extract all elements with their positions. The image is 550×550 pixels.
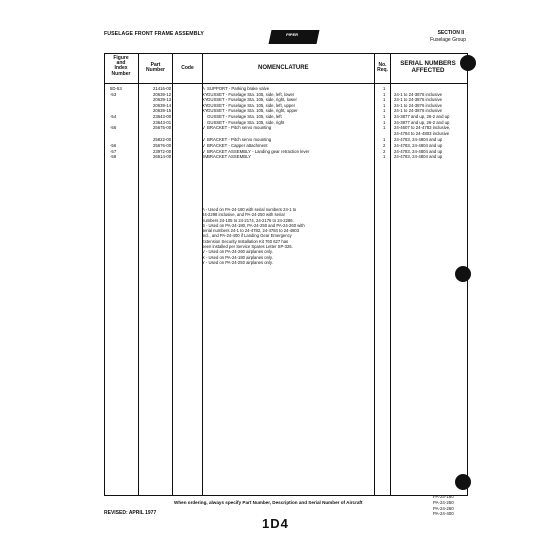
table-row: 5D-53 21416-00 A SUPPORT - Parking brake valve 1 <box>110 86 386 91</box>
binder-hole-icon <box>460 55 476 71</box>
code-notes: A - Used on PA-24-180 with serial numbers 24-1 to 24-2298 inclusive, and PA-24-250 with serial numbers 24-105 to 24-2174, 24-2176 to 24-2286. B - Used on PA-24-180, PA-24-250 and PA-24-260 with serial numbers 24-1 to 24-4782, 24-4784 to 24-4803 incl., and PA-24-400 if Landing Gear Emergency Extension Security Installation Kit 760 627 has been installed per Service Spares Letter SP-326. V - Used on PA-24-260 airplanes only. X - Used on PA-24-180 airplanes only. Y - Used on PA-24-250 airplanes only. <box>202 207 305 265</box>
group-label: Fuselage Group <box>430 37 466 43</box>
header-code: Code <box>181 65 194 71</box>
table-row: 25822-00 V BRACKET - Pitch servo mounting 1 24-4783, 24-4804 and up <box>153 137 443 143</box>
page-number: 1D4 <box>262 516 289 531</box>
section-label: SECTION II <box>437 30 464 36</box>
header-part-number: Part Number <box>146 62 165 74</box>
table-row: -54 23643-00 GUSSET - Fuselage Sta. 105, side, left 1 24-3877 and up, 26-2 and up <box>110 114 450 119</box>
page-header-title: FUSELAGE FRONT FRAME ASSEMBLY <box>104 31 204 37</box>
logo-text: PIPER <box>286 32 299 37</box>
table-row: -56 25676-00 V BRACKET - Capper attachment 2 24-4783, 24-4804 and up <box>110 143 443 148</box>
header-nomenclature: NOMENCLATURE <box>258 65 309 71</box>
table-row: 23643-01 GUSSET - Fuselage Sta. 105, side, right 1 24-3877 and up, 26-2 and up <box>153 119 450 125</box>
model-list: PA-24-180 PA-24-250 PA-24-260 PA-24-400 <box>433 494 454 517</box>
table-row: -57 23972-00 V BRACKET ASSEMBLY - Landing gear retraction lever 2 24-4783, 24-4804 and up <box>110 148 443 154</box>
table-row: 20639-14 XY GUSSET - Fuselage Sta. 105, side, left, upper 1 24-1 to 24-3876 inclusive <box>153 102 443 108</box>
table-header-divider <box>104 83 467 84</box>
table-row: 24-4784 to 24-4803 inclusive <box>394 130 450 136</box>
header-figure-index: Figure and Index Number <box>111 55 131 77</box>
revision-date: REVISED: APRIL 1977 <box>104 510 157 516</box>
table-row: 20639-15 XY GUSSET - Fuselage Sta. 105, side, right, upper 1 24-1 to 24-3876 inclusive <box>153 108 443 114</box>
ordering-note: When ordering, always specify Part Number, Description and Serial Number of Aircraft <box>174 500 363 505</box>
table-row: -53 20639-12 XY GUSSET - Fuselage Sta. 105, side, left, lower 1 24-1 to 24-3876 inclusive <box>110 91 443 97</box>
table-row: -58 26614-00 BV BRACKET ASSEMBLY 1 24-4783, 24-4804 and up <box>110 154 443 160</box>
table-row: 20639-13 XY GUSSET - Fuselage Sta. 105, side, right, lower 1 24-1 to 24-3876 inclusive <box>153 97 443 103</box>
binder-hole-icon <box>455 474 471 490</box>
binder-hole-icon <box>455 266 471 282</box>
header-serial-numbers: SERIAL NUMBERS AFFECTED <box>400 60 456 74</box>
table-row: -56 25675-00 V BRACKET - Pitch servo mounting 1 24-4607 to 24-4783 inclusive, <box>110 125 451 131</box>
header-qty-required: No. Req. <box>377 62 388 74</box>
